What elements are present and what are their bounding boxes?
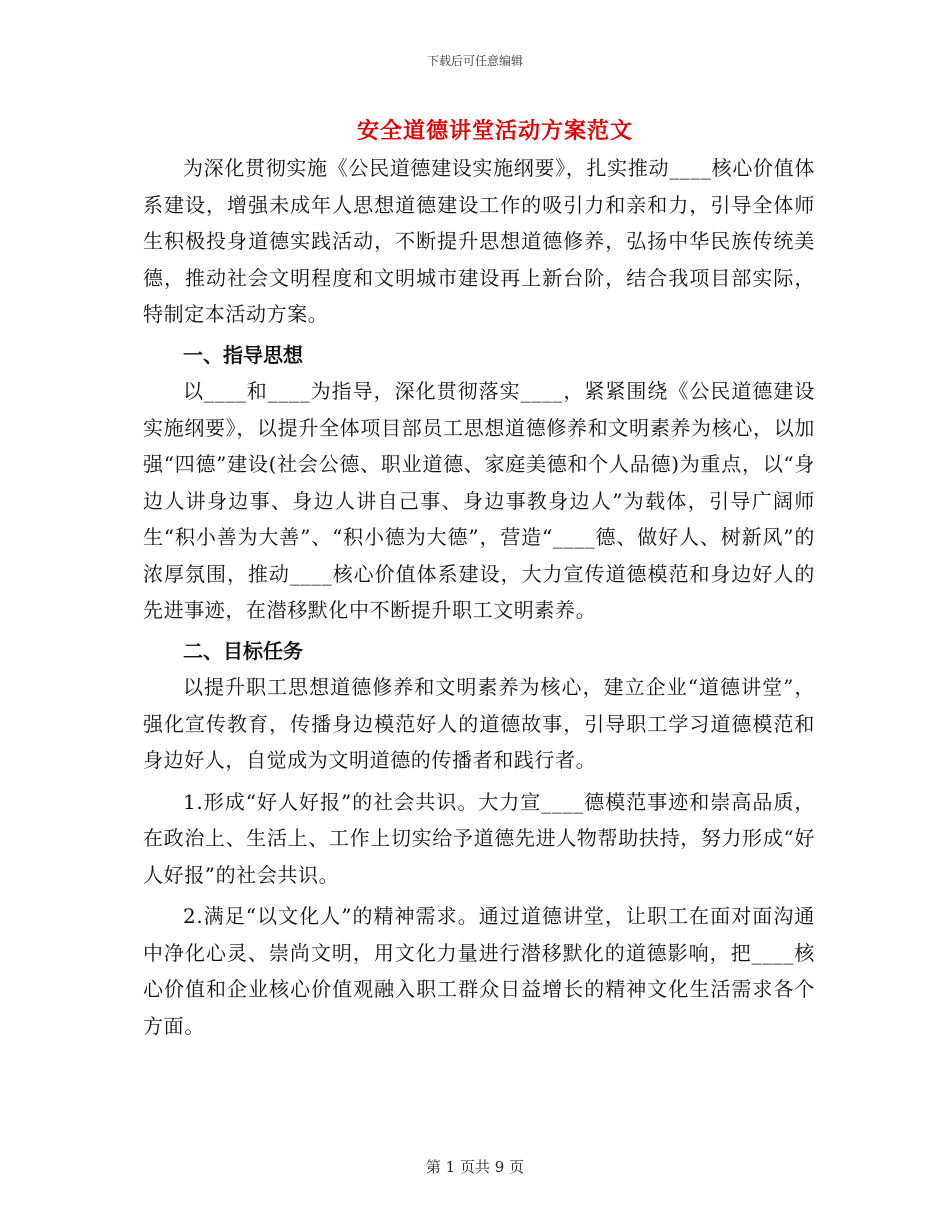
page-footer: 第 1 页共 9 页 [425,1158,525,1176]
header-note: 下载后可任意编辑 [426,54,523,68]
document-title: 安全道德讲堂活动方案范文 [356,118,633,144]
intro-paragraph: 为深化贯彻实施《公民道德建设实施纲要》，扎实推动____核心价值体系建设，增强未成年人思想道德建设工作的吸引力和亲和力，引导全体师生积极投身道德实践活动，不断提升思想道德修养，弘扬中华民族传统美德，推动社会文明程度和文明城市建设再上新台阶，结合我项目部实际，特制定本活动方案。 [143,156,815,326]
goal-item-1: 1.形成“好人好报”的社会共识。大力宣____德模范事迹和崇高品质，在政治上、生活上、工作上切实给予道德先进人物帮助扶持，努力形成“好人好报”的社会共识。 [143,789,815,887]
document-body [143,150,815,1044]
goals-paragraph: 以提升职工思想道德修养和文明素养为核心，建立企业“道德讲堂”，强化宣传教育，传播身边模范好人的道德故事，引导职工学习道德模范和身边好人，自觉成为文明道德的传播者和践行者。 [143,675,815,772]
goal-item-2: 2.满足“以文化人”的精神需求。通过道德讲堂，让职工在面对面沟通中净化心灵、崇尚文明，用文化力量进行潜移默化的道德影响，把____核心价值和企业核心价值观融入职工群众日益增长的精神文化生活需求各个方面。 [143,904,815,1038]
section-heading-guiding-thought: 一、指导思想 [183,342,303,367]
guiding-thought-paragraph: 以____和____为指导，深化贯彻落实____，紧紧围绕《公民道德建设实施纲要》，以提升全体项目部员工思想道德修养和文明素养为核心，以加强“四德”建设(社会公德、职业道德、家庭美德和个人品德)为重点，以“身边人讲身边事、身边人讲自己事、身边事教身边人”为载体，引导广阔师生“积小善为大善”、“积小德为大德”，营造“____德、做好人、树新风”的浓厚氛围，推动____核心价值体系建设，大力宣传道德模范和身边好人的先进事迹，在潜移默化中不断提升职工文明素养。 [143,379,815,622]
section-heading-goals: 二、目标任务 [183,638,303,663]
